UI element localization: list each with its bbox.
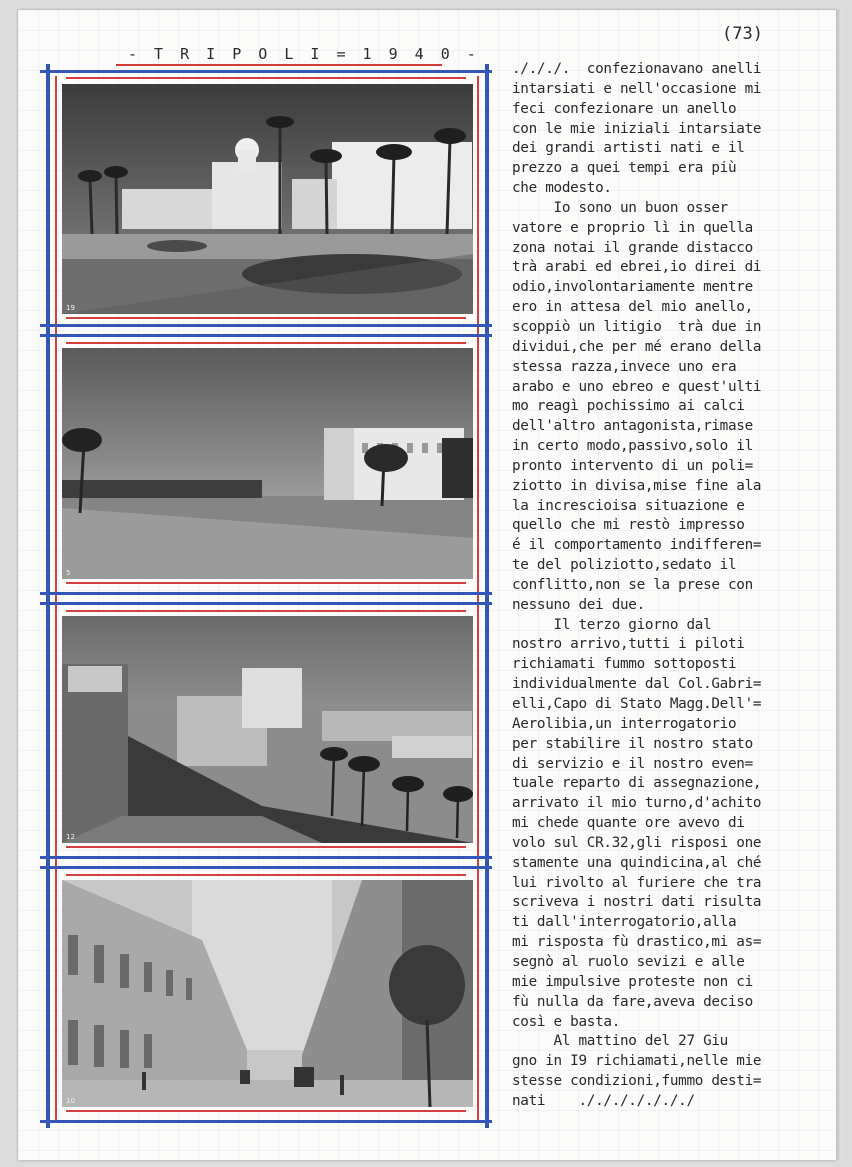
text-line: Il terzo giorno dal xyxy=(512,616,712,633)
frame-separator xyxy=(40,1120,492,1123)
photo-city-aerial xyxy=(62,616,473,843)
text-line: arrivato il mio turno,d'achito xyxy=(512,795,762,812)
text-line: ti dall'interrogatorio,alla xyxy=(512,914,737,931)
frame-separator xyxy=(40,856,492,859)
text-line: é il comportamento indifferen= xyxy=(512,537,762,554)
frame-separator xyxy=(66,874,466,876)
text-line: mi chede quante ore avevo di xyxy=(512,815,745,832)
text-line: Al mattino del 27 Giu xyxy=(512,1033,728,1050)
photo-street-arcade xyxy=(62,880,473,1107)
photo-number: 19 xyxy=(66,304,75,312)
page-header-title: - T R I P O L I = 1 9 4 0 - xyxy=(128,45,480,63)
text-line: Io sono un buon osser xyxy=(512,199,728,216)
text-line: tuale reparto di assegnazione, xyxy=(512,775,762,792)
text-line: Aerolibia,un interrogatorio xyxy=(512,715,737,732)
page-edge xyxy=(836,10,842,1160)
text-line: la increscioisa situazione e xyxy=(512,497,745,514)
text-line: in certo modo,passivo,solo il xyxy=(512,438,753,455)
photo-number: 10 xyxy=(66,1097,75,1105)
text-line: mo reagì pochissimo ai calci xyxy=(512,398,745,415)
text-line: nostro arrivo,tutti i piloti xyxy=(512,636,745,653)
photo-street-arcade-image xyxy=(62,880,473,1107)
frame-separator xyxy=(66,1110,466,1112)
frame-separator xyxy=(66,317,466,319)
page-number: (73) xyxy=(722,24,763,44)
text-line: ./././. confezionavano anelli xyxy=(512,61,762,77)
text-line: con le mie iniziali intarsiate xyxy=(512,120,762,137)
text-line: odio,involontariamente mentre xyxy=(512,279,753,296)
frame-right-red-line xyxy=(477,76,479,1120)
frame-separator xyxy=(40,334,492,337)
photo-boulevard xyxy=(62,348,473,579)
typed-text-body xyxy=(512,60,830,1112)
frame-separator xyxy=(66,846,466,848)
text-line: nati ./././././././ xyxy=(512,1092,695,1109)
text-line: segnò al ruolo sevizi e alle xyxy=(512,953,745,970)
text-line: gno in I9 richiamati,nelle mie xyxy=(512,1053,762,1070)
frame-separator xyxy=(40,324,492,327)
frame-left-blue-line xyxy=(46,64,50,1128)
text-line: quello che mi restò impresso xyxy=(512,517,745,534)
text-line: dei grandi artisti nati e il xyxy=(512,140,745,157)
text-line: individualmente dal Col.Gabri= xyxy=(512,676,762,693)
text-line: per stabilire il nostro stato xyxy=(512,735,753,752)
frame-separator xyxy=(40,602,492,605)
frame-right-blue-line xyxy=(485,64,489,1128)
text-line: ziotto in divisa,mise fine ala xyxy=(512,477,762,494)
frame-separator xyxy=(66,582,466,584)
photo-plaza-palms-image xyxy=(62,84,473,314)
text-line: elli,Capo di Stato Magg.Dell'= xyxy=(512,696,762,712)
text-line: pronto intervento di un poli= xyxy=(512,457,753,474)
frame-separator xyxy=(40,592,492,595)
text-line: feci confezionare un anello xyxy=(512,100,737,117)
text-line: stessa razza,invece uno era xyxy=(512,358,737,375)
photo-plaza-palms xyxy=(62,84,473,314)
photo-boulevard-image xyxy=(62,348,473,579)
frame-separator xyxy=(66,610,466,612)
header-underline xyxy=(116,64,442,66)
text-line: che modesto. xyxy=(512,180,612,197)
frame-separator xyxy=(66,77,466,79)
frame-left-red-line xyxy=(55,76,57,1120)
frame-separator xyxy=(40,70,492,73)
photo-number: 12 xyxy=(66,833,75,841)
text-line: di servizio e il nostro even= xyxy=(512,755,753,772)
text-line: dividui,che per mé erano della xyxy=(512,338,762,355)
text-line: dell'altro antagonista,rimase xyxy=(512,418,753,435)
photo-city-aerial-image xyxy=(62,616,473,843)
text-line: zona notai il grande distacco xyxy=(512,239,753,256)
text-line: volo sul CR.32,gli risposi one xyxy=(512,834,762,851)
text-line: trà arabi ed ebrei,io direi di xyxy=(512,259,762,276)
text-line: richiamati fummo sottoposti xyxy=(512,656,737,673)
text-line: mie impulsive proteste non ci xyxy=(512,973,753,990)
text-line: intarsiati e nell'occasione mi xyxy=(512,80,762,97)
frame-separator xyxy=(40,866,492,869)
text-line: conflitto,non se la prese con xyxy=(512,576,753,593)
text-line: ero in attesa del mio anello, xyxy=(512,299,753,316)
photo-number: 5 xyxy=(66,569,71,577)
text-line: così e basta. xyxy=(512,1013,620,1030)
text-line: stesse condizioni,fummo desti= xyxy=(512,1073,762,1090)
frame-separator xyxy=(66,342,466,344)
text-line: te del poliziotto,sedato il xyxy=(512,557,737,574)
text-line: prezzo a quei tempi era più xyxy=(512,160,737,177)
text-line: fù nulla da fare,aveva deciso xyxy=(512,993,753,1010)
text-line: stamente una quindicina,al ché xyxy=(512,854,762,871)
text-line: arabo e uno ebreo e quest'ulti xyxy=(512,378,762,395)
text-line: nessuno dei due. xyxy=(512,596,645,613)
text-line: mi risposta fù drastico,mi as= xyxy=(512,934,762,951)
text-line: lui rivolto al furiere che tra xyxy=(512,874,762,891)
text-line: scriveva i nostri dati risulta xyxy=(512,894,762,911)
text-line: vatore e proprio lì in quella xyxy=(512,219,753,236)
text-line: scoppiò un litigio trà due in xyxy=(512,318,762,335)
